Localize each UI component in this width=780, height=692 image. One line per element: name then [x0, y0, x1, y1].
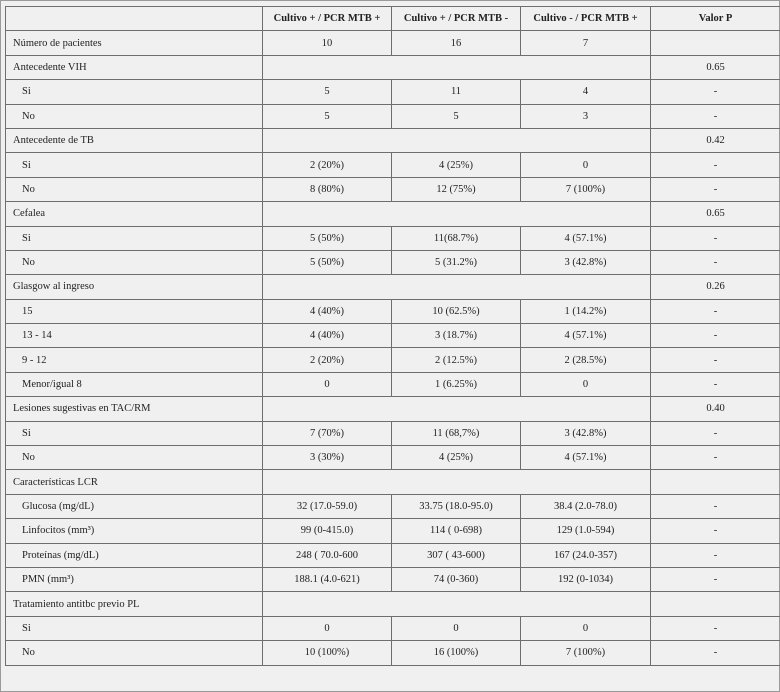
table-row — [6, 446, 780, 470]
value-cell: 188.1 (4.0-621) — [263, 567, 392, 591]
table-row — [6, 421, 780, 445]
value-cell: 10 (62.5%) — [392, 299, 521, 323]
row-label: PMN (mm³) — [6, 567, 263, 591]
section-label: Características LCR — [6, 470, 263, 494]
row-label: 13 - 14 — [6, 324, 263, 348]
value-cell: 7 (70%) — [263, 421, 392, 445]
section-spacer — [263, 592, 651, 616]
table-row — [6, 128, 780, 152]
value-cell: 1 (6.25%) — [392, 372, 521, 396]
row-label: Si — [6, 80, 263, 104]
value-cell: 3 (42.8%) — [521, 421, 651, 445]
value-cell: 99 (0-415.0) — [263, 519, 392, 543]
p-value-cell: - — [651, 104, 780, 128]
table-row — [6, 104, 780, 128]
row-label: No — [6, 104, 263, 128]
row-label: Menor/igual 8 — [6, 372, 263, 396]
value-cell: 33.75 (18.0-95.0) — [392, 494, 521, 518]
table-row — [6, 275, 780, 299]
table-row — [6, 397, 780, 421]
p-value-cell: - — [651, 324, 780, 348]
value-cell: 10 — [263, 31, 392, 55]
section-label: Antecedente VIH — [6, 55, 263, 79]
section-label: Cefalea — [6, 202, 263, 226]
value-cell: 4 (57.1%) — [521, 446, 651, 470]
section-spacer — [263, 128, 651, 152]
value-cell: 11(68.7%) — [392, 226, 521, 250]
value-cell: 2 (20%) — [263, 348, 392, 372]
p-value-cell: 0.65 — [651, 202, 780, 226]
p-value-cell: - — [651, 80, 780, 104]
value-cell: 3 (18.7%) — [392, 324, 521, 348]
value-cell: 16 — [392, 31, 521, 55]
table-row — [6, 226, 780, 250]
table-row — [6, 250, 780, 274]
value-cell: 32 (17.0-59.0) — [263, 494, 392, 518]
p-value-cell: - — [651, 543, 780, 567]
value-cell: 4 (25%) — [392, 446, 521, 470]
p-value-cell: - — [651, 421, 780, 445]
table-row — [6, 616, 780, 640]
header-cell-variable — [6, 7, 263, 31]
row-label: Si — [6, 421, 263, 445]
value-cell: 7 (100%) — [521, 177, 651, 201]
value-cell: 11 (68,7%) — [392, 421, 521, 445]
value-cell: 167 (24.0-357) — [521, 543, 651, 567]
value-cell: 3 (30%) — [263, 446, 392, 470]
value-cell: 0 — [521, 616, 651, 640]
value-cell: 0 — [521, 153, 651, 177]
row-label: Si — [6, 153, 263, 177]
value-cell: 192 (0-1034) — [521, 567, 651, 591]
p-value-cell: - — [651, 641, 780, 665]
value-cell: 4 (57.1%) — [521, 226, 651, 250]
value-cell: 4 (40%) — [263, 324, 392, 348]
results-table — [5, 6, 780, 666]
row-label: Si — [6, 616, 263, 640]
value-cell: 4 (40%) — [263, 299, 392, 323]
table-row — [6, 543, 780, 567]
value-cell: 2 (12.5%) — [392, 348, 521, 372]
table-body — [6, 31, 780, 665]
value-cell: 16 (100%) — [392, 641, 521, 665]
value-cell: 5 (50%) — [263, 250, 392, 274]
p-value-cell: - — [651, 348, 780, 372]
value-cell: 3 (42.8%) — [521, 250, 651, 274]
section-label: Glasgow al ingreso — [6, 275, 263, 299]
header-cell-group-2: Cultivo + / PCR MTB - — [392, 7, 521, 31]
p-value-cell: - — [651, 567, 780, 591]
p-value-cell: - — [651, 299, 780, 323]
section-label: Antecedente de TB — [6, 128, 263, 152]
table-row — [6, 567, 780, 591]
section-spacer — [263, 470, 651, 494]
p-value-cell: - — [651, 250, 780, 274]
table-row — [6, 372, 780, 396]
value-cell: 4 (25%) — [392, 153, 521, 177]
value-cell: 2 (20%) — [263, 153, 392, 177]
p-value-cell: - — [651, 177, 780, 201]
value-cell: 5 (31.2%) — [392, 250, 521, 274]
table-row — [6, 592, 780, 616]
p-value-cell: 0.65 — [651, 55, 780, 79]
value-cell: 11 — [392, 80, 521, 104]
p-value-cell — [651, 470, 780, 494]
value-cell: 3 — [521, 104, 651, 128]
value-cell: 10 (100%) — [263, 641, 392, 665]
section-spacer — [263, 275, 651, 299]
table-row — [6, 80, 780, 104]
value-cell: 5 — [263, 80, 392, 104]
table-row — [6, 470, 780, 494]
table-row — [6, 348, 780, 372]
value-cell: 5 — [392, 104, 521, 128]
table-row — [6, 202, 780, 226]
table-row — [6, 641, 780, 665]
p-value-cell: 0.26 — [651, 275, 780, 299]
header-cell-group-1: Cultivo + / PCR MTB + — [263, 7, 392, 31]
value-cell: 38.4 (2.0-78.0) — [521, 494, 651, 518]
value-cell: 307 ( 43-600) — [392, 543, 521, 567]
header-row — [6, 7, 780, 31]
section-spacer — [263, 55, 651, 79]
table-row — [6, 55, 780, 79]
section-spacer — [263, 202, 651, 226]
p-value-cell: - — [651, 519, 780, 543]
value-cell: 12 (75%) — [392, 177, 521, 201]
table-row — [6, 299, 780, 323]
row-label: No — [6, 641, 263, 665]
value-cell: 114 ( 0-698) — [392, 519, 521, 543]
row-label: Proteínas (mg/dL) — [6, 543, 263, 567]
table-row — [6, 153, 780, 177]
row-label: No — [6, 177, 263, 201]
value-cell: 4 (57.1%) — [521, 324, 651, 348]
p-value-cell — [651, 31, 780, 55]
value-cell: 0 — [263, 616, 392, 640]
row-label: No — [6, 250, 263, 274]
value-cell: 7 (100%) — [521, 641, 651, 665]
row-label: 9 - 12 — [6, 348, 263, 372]
row-label: Glucosa (mg/dL) — [6, 494, 263, 518]
p-value-cell: - — [651, 616, 780, 640]
row-label: Linfocitos (mm³) — [6, 519, 263, 543]
value-cell: 2 (28.5%) — [521, 348, 651, 372]
p-value-cell: 0.40 — [651, 397, 780, 421]
p-value-cell — [651, 592, 780, 616]
table-row — [6, 177, 780, 201]
value-cell: 0 — [392, 616, 521, 640]
p-value-cell: - — [651, 494, 780, 518]
row-label: Número de pacientes — [6, 31, 263, 55]
value-cell: 5 (50%) — [263, 226, 392, 250]
row-label: No — [6, 446, 263, 470]
p-value-cell: 0.42 — [651, 128, 780, 152]
p-value-cell: - — [651, 226, 780, 250]
table-row — [6, 494, 780, 518]
value-cell: 1 (14.2%) — [521, 299, 651, 323]
row-label: Si — [6, 226, 263, 250]
value-cell: 248 ( 70.0-600 — [263, 543, 392, 567]
value-cell: 5 — [263, 104, 392, 128]
table-row — [6, 31, 780, 55]
p-value-cell: - — [651, 372, 780, 396]
value-cell: 0 — [263, 372, 392, 396]
section-spacer — [263, 397, 651, 421]
value-cell: 8 (80%) — [263, 177, 392, 201]
section-label: Lesiones sugestivas en TAC/RM — [6, 397, 263, 421]
section-label: Tratamiento antitbc previo PL — [6, 592, 263, 616]
p-value-cell: - — [651, 446, 780, 470]
table-row — [6, 519, 780, 543]
row-label: 15 — [6, 299, 263, 323]
header-cell-p-value: Valor P — [651, 7, 780, 31]
table-row — [6, 324, 780, 348]
p-value-cell: - — [651, 153, 780, 177]
value-cell: 0 — [521, 372, 651, 396]
value-cell: 74 (0-360) — [392, 567, 521, 591]
value-cell: 7 — [521, 31, 651, 55]
header-cell-group-3: Cultivo - / PCR MTB + — [521, 7, 651, 31]
value-cell: 129 (1.0-594) — [521, 519, 651, 543]
value-cell: 4 — [521, 80, 651, 104]
